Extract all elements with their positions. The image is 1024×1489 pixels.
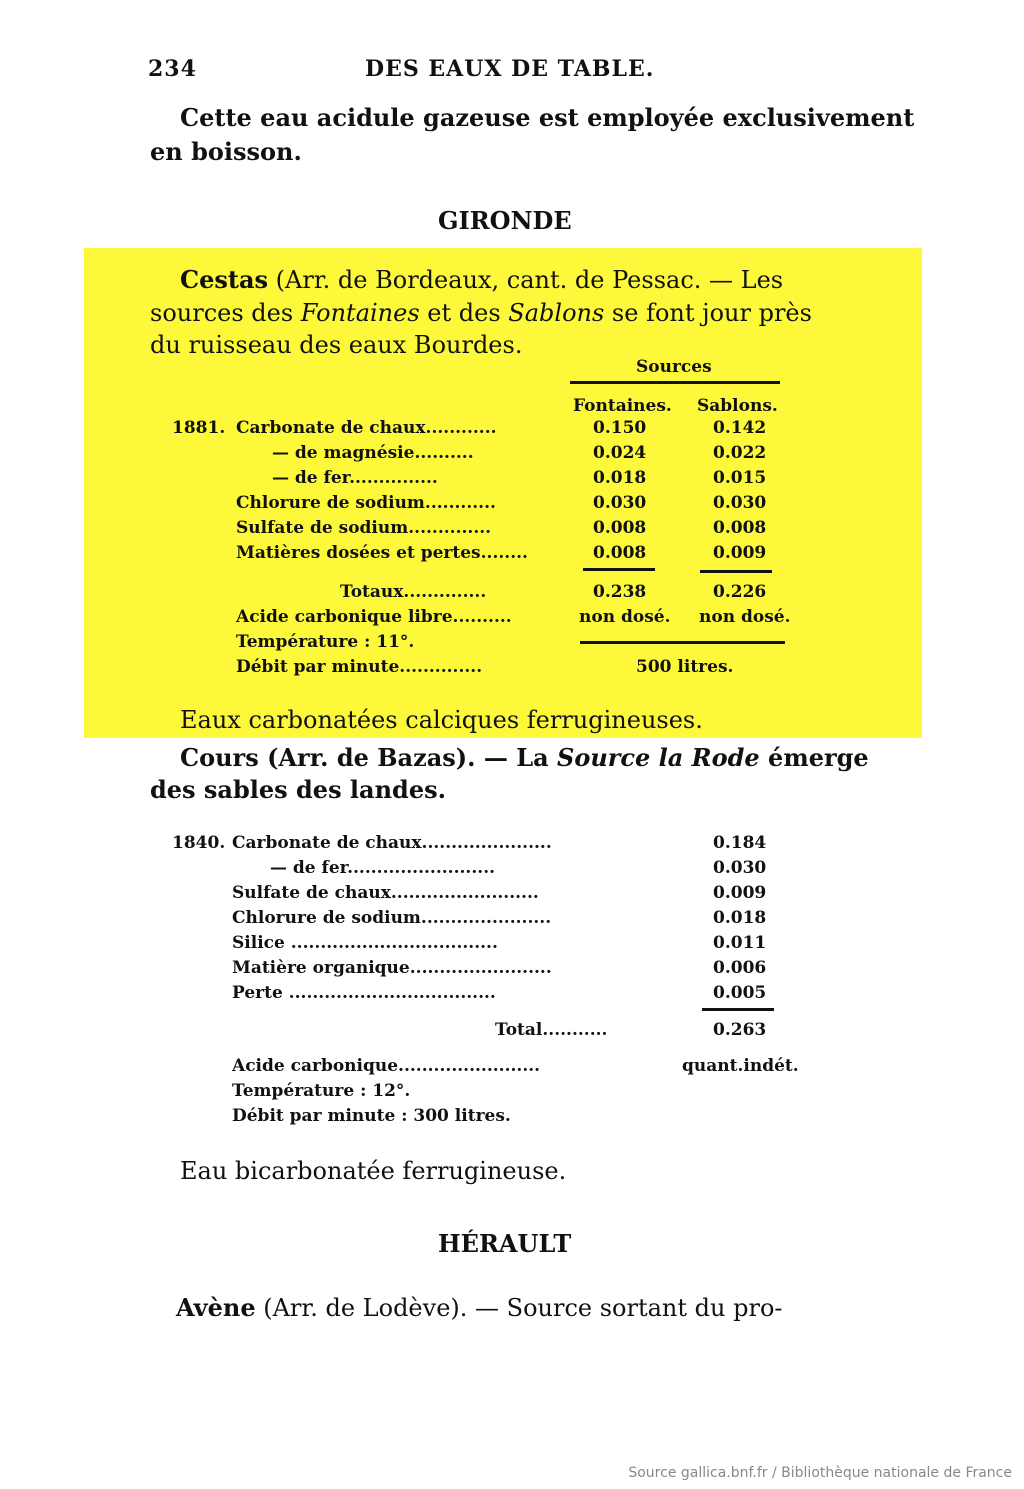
cours-name: Cours — [180, 743, 259, 772]
cestas-totaux-v2: 0.226 — [713, 582, 767, 602]
cours-row-4-label: Chlorure de sodium...................... — [232, 908, 552, 928]
cestas-debit-value: 500 litres. — [636, 657, 734, 677]
avene-name: Avène — [176, 1293, 256, 1322]
cestas-name: Cestas — [180, 265, 269, 294]
cestas-acide-v1: non dosé. — [579, 607, 671, 627]
cours-row-1-label: Carbonate de chaux...................... — [232, 833, 552, 853]
cestas-row-6-v2: 0.009 — [713, 543, 767, 563]
cours-line-1 — [180, 740, 869, 775]
col-fontaines: Fontaines. — [573, 396, 672, 416]
cours-row-3-label: Sulfate de chaux......................... — [232, 883, 539, 903]
sources-header: Sources — [636, 357, 712, 377]
cestas-year: 1881. — [172, 418, 226, 438]
cestas-row-4-label: Chlorure de sodium............ — [236, 493, 496, 513]
intro-line-1: Cette eau acidule gazeuse est employée exclusivement — [180, 103, 915, 132]
cestas-row-5-v2: 0.008 — [713, 518, 767, 538]
cestas-conclusion: Eaux carbonatées calciques ferrugineuses. — [180, 706, 703, 734]
cours-temperature: Température : 12°. — [232, 1081, 411, 1101]
cours-total-value: 0.263 — [713, 1020, 767, 1040]
cestas-row-3-v1: 0.018 — [593, 468, 647, 488]
totaux-rule-2 — [700, 570, 772, 573]
gallica-source-footer: Source gallica.bnf.fr / Bibliothèque nationale de France — [628, 1465, 1012, 1481]
cestas-row-2-label: — de magnésie.......... — [272, 443, 474, 463]
cours-row-1-v: 0.184 — [713, 833, 767, 853]
cestas-line-2e: se font jour près — [604, 299, 812, 327]
running-title: DES EAUX DE TABLE. — [365, 56, 655, 82]
cestas-row-5-label: Sulfate de sodium.............. — [236, 518, 492, 538]
cours-row-7-label: Perte ................................... — [232, 983, 496, 1003]
fontaines-label: Fontaines — [300, 299, 420, 327]
cestas-row-6-label: Matières dosées et pertes........ — [236, 543, 528, 563]
cours-conclusion: Eau bicarbonatée ferrugineuse. — [180, 1157, 567, 1185]
cours-row-7-v: 0.005 — [713, 983, 767, 1003]
source-la-rode: Source la Rode — [556, 743, 760, 772]
cestas-line-2c: et des — [419, 299, 509, 327]
cours-total-label: Total........... — [495, 1020, 608, 1040]
cestas-row-3-v2: 0.015 — [713, 468, 767, 488]
cours-row-4-v: 0.018 — [713, 908, 767, 928]
cestas-line-2 — [150, 296, 812, 331]
section-herault: HÉRAULT — [438, 1229, 572, 1258]
totaux-rule-1 — [583, 568, 655, 571]
col-sablons: Sablons. — [697, 396, 778, 416]
page-number: 234 — [148, 56, 197, 82]
cestas-row-2-v2: 0.022 — [713, 443, 767, 463]
cestas-debit-label: Débit par minute.............. — [236, 657, 483, 677]
cestas-row-1-v1: 0.150 — [593, 418, 647, 438]
cestas-acide-v2: non dosé. — [699, 607, 791, 627]
cestas-acide-label: Acide carbonique libre.......... — [236, 607, 512, 627]
cestas-line-1-rest: (Arr. de Bordeaux, cant. de Pessac. — Les — [268, 266, 784, 294]
cours-row-3-v: 0.009 — [713, 883, 767, 903]
cours-row-6-v: 0.006 — [713, 958, 767, 978]
cestas-totaux-label: Totaux.............. — [340, 582, 487, 602]
cours-total-rule — [702, 1008, 774, 1011]
avene-rest: (Arr. de Lodève). — Source sortant du pro- — [255, 1294, 783, 1322]
cestas-row-4-v1: 0.030 — [593, 493, 647, 513]
cestas-row-1-label: Carbonate de chaux............ — [236, 418, 497, 438]
cours-debit: Débit par minute : 300 litres. — [232, 1106, 511, 1126]
section-gironde: GIRONDE — [438, 206, 572, 235]
cours-line-1c: émerge — [759, 743, 869, 772]
cestas-row-5-v1: 0.008 — [593, 518, 647, 538]
cours-row-5-label: Silice ................................... — [232, 933, 498, 953]
debit-brace — [580, 641, 785, 644]
cestas-line-1 — [180, 262, 783, 298]
cours-acide-label: Acide carbonique........................ — [232, 1056, 541, 1076]
sources-brace — [570, 381, 780, 384]
cours-row-6-label: Matière organique........................ — [232, 958, 552, 978]
cours-acide-value: quant.indét. — [682, 1056, 799, 1076]
cestas-row-1-v2: 0.142 — [713, 418, 767, 438]
cestas-row-4-v2: 0.030 — [713, 493, 767, 513]
cestas-row-2-v1: 0.024 — [593, 443, 647, 463]
cestas-temperature: Température : 11°. — [236, 632, 415, 652]
avene-line — [176, 1290, 783, 1326]
cestas-totaux-v1: 0.238 — [593, 582, 647, 602]
cours-line-1a: (Arr. de Bazas). — La — [258, 743, 557, 772]
cestas-line-3: du ruisseau des eaux Bourdes. — [150, 331, 523, 359]
cestas-row-3-label: — de fer............... — [272, 468, 438, 488]
cours-row-2-v: 0.030 — [713, 858, 767, 878]
cestas-line-2a: sources des — [150, 299, 301, 327]
cours-year: 1840. — [172, 833, 226, 853]
intro-line-2: en boisson. — [150, 137, 302, 166]
cours-row-5-v: 0.011 — [713, 933, 767, 953]
sablons-label: Sablons — [508, 299, 605, 327]
cestas-row-6-v1: 0.008 — [593, 543, 647, 563]
cours-row-2-label: — de fer......................... — [270, 858, 496, 878]
cours-line-2: des sables des landes. — [150, 775, 446, 804]
